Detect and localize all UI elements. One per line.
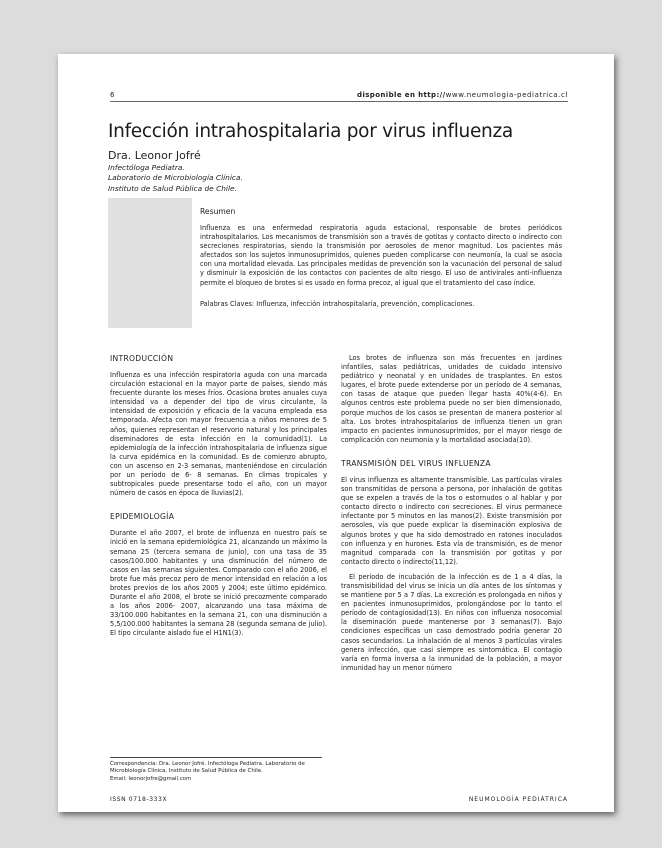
abstract xyxy=(200,207,562,308)
correspondence-note xyxy=(110,757,322,783)
correspondence-line: Correspondencia: Dra. Leonor Jofré. Infectóloga Pediatra. Laboratorio de Microbiología Clínica, Instituto de Salud Pública de Chile. xyxy=(110,761,305,775)
right-column xyxy=(341,354,562,673)
article-title: Infección intrahospitalaria por virus influenza xyxy=(108,121,513,142)
affiliation-line: Infectóloga Pediatra. xyxy=(108,163,185,172)
correspondence-email[interactable]: Email: leonorjofre@gmail.com xyxy=(110,775,192,782)
left-column xyxy=(110,354,327,638)
affiliation-line: Instituto de Salud Pública de Chile. xyxy=(108,183,237,193)
header-divider xyxy=(110,101,568,102)
keywords-list: Influenza, infección intrahospitalaria, prevención, complicaciones. xyxy=(256,299,475,308)
keywords xyxy=(200,300,562,308)
abstract-heading: Resumen xyxy=(200,207,236,216)
outbreak-paragraph: Los brotes de influenza son más frecuentes en jardines infantiles, salas pediátricas, unidades de cuidado intensivo pediátrico y neonatal y en unidades de trasplantes. En estos lugares, el brote puede extenderse por un período de 4 semanas, con tasas de ataque que pueden llegar hasta 40%(4-6). En algunos centros este problema puede no ser bien dimensionado, porque muchos de los casos se presentan de manera posterior al alta. Los brotes intrahospitalarios de influenza tienen un gran impacto en pacientes inmunosuprimidos, por el mayor riesgo de complicación con neumonía y la mortalidad asociada(10). xyxy=(341,354,562,444)
section-heading-transmission: TRANSMISIÓN DEL VIRUS INFLUENZA xyxy=(341,458,491,468)
author-affiliation xyxy=(108,163,243,194)
site-prefix: disponible en http:// xyxy=(357,91,446,99)
site-url[interactable]: www.neumologia-pediatrica.cl xyxy=(445,91,568,99)
transmission-text-1: El virus influenza es altamente transmisible. Las partículas virales son transmitidas de persona a persona, por inhalación de gotitas que se expelen a través de la tos o estornudos o al hablar y por contacto directo o indirecto con secreciones. El virus permanece infectante por 5 minutos en las manos(2). Existe transmisión por aerosoles, vía que puede explicar la diseminación explosiva de algunos brotes y que ha sido demostrado en ratones inoculados con influenza y en hurones. Esta vía de transmisión, es de menor magnitud comparada con la transmisión por gotitas y por contacto directo o indirecto(11,12). xyxy=(341,475,562,566)
keywords-label: Palabras Claves: xyxy=(200,299,255,308)
author-name: Dra. Leonor Jofré xyxy=(108,149,201,162)
page-number: 6 xyxy=(110,91,115,99)
section-heading-introduction: INTRODUCCIÓN xyxy=(110,354,174,363)
introduction-text: Influenza es una infección respiratoria aguda con una marcada circulación estacional en la mayor parte de países, siendo más frecuente durante los meses fríos. Ocasiona brotes anuales cuya intensidad va a depender del tipo de virus circulante, la intensidad de exposición y eficacia de la vacuna empleada esa temporada. Afecta con mayor frecuencia a niños menores de 5 años, quienes representan el reservorio natural y los principales diseminadores de esta infección en la comunidad(1). La epidemiología de la infección intrahospitalaria de influenza sigue la curva epidémica en la comunidad. Es de comienzo abrupto, con un ascenso en 2-3 semanas, manteniéndose en circulación por un período de 6- 8 semanas. En climas tropicales y subtropicales puede presentarse todo el año, con un mayor número de casos en época de lluvias(2). xyxy=(110,371,327,498)
abstract-shade-block xyxy=(108,198,192,328)
issn-label: ISSN 0718-333X xyxy=(110,796,168,803)
epidemiology-text: Durante el año 2007, el brote de influenza en nuestro país se inició en la semana epidemiológica 21, alcanzando un máximo la semana 25 (tercera semana de junio), con una tasa de 35 casos/100.000 habitantes y una disminución del número de casos en las semanas siguientes. Comparado con el año 2006, el brote fue más precoz pero de menor intensidad en relación a los brotes previos de los años 2005 y 2004; este último epidémico. Durante el año 2008, el brote se inició precozmente comparado a los años 2006- 2007, alcanzando una tasa máxima de 33/100.000 habitantes en la semana 21, con una disminución a 5,5/100.000 habitantes la semana 28 (segunda semana de julio). El tipo circulante aislado fue el H1N1(3). xyxy=(110,529,327,638)
abstract-body: Influenza es una enfermedad respiratoria aguda estacional, responsable de brotes periódicos intrahospitalarios. Los mecanismos de transmisión son a través de gotitas y contacto directo o indirecto con secreciones respiratorias, siendo la transmisión por aerosoles de menor magnitud. Los pacientes más afectados son los sujetos inmunosuprimidos, quienes pueden complicarse con neumonía, la cual se asocia con una mortalidad elevada. Las principales medidas de prevención son la vacunación del personal de salud y disminuir la exposición de los contactos con pacientes de alto riesgo. El uso de antivirales anti-influenza permite el bloqueo de brotes si es usado en forma precoz, al igual que el tratamiento del caso índice. xyxy=(200,224,562,287)
journal-name: NEUMOLOGÍA PEDIÁTRICA xyxy=(468,796,568,803)
section-heading-epidemiology: EPIDEMIOLOGÍA xyxy=(110,512,175,522)
affiliation-line: Laboratorio de Microbiología Clínica. xyxy=(108,173,243,183)
transmission-text-2: El período de incubación de la infección es de 1 a 4 días, la transmisibilidad del virus se inicia un día antes de los síntomas y se mantiene por 5 a 7 días. La excreción es prolongada en niños y en pacientes inmunosuprimidos, prolongándose por lo tanto el período de contagiosidad(13). En niños con influenza nosocomial la diseminación puede mantenerse por 3 semanas(7). Bajo condiciones específicas un caso demostrado podría generar 20 casos secundarios. La inhalación de al menos 3 partículas virales genera infección, que casi siempre es sintomática. El contagio varía en forma inversa a la inmunidad de la población, a mayor inmunidad hay un menor número xyxy=(341,572,562,672)
document-page xyxy=(58,54,614,812)
site-header xyxy=(357,91,568,99)
